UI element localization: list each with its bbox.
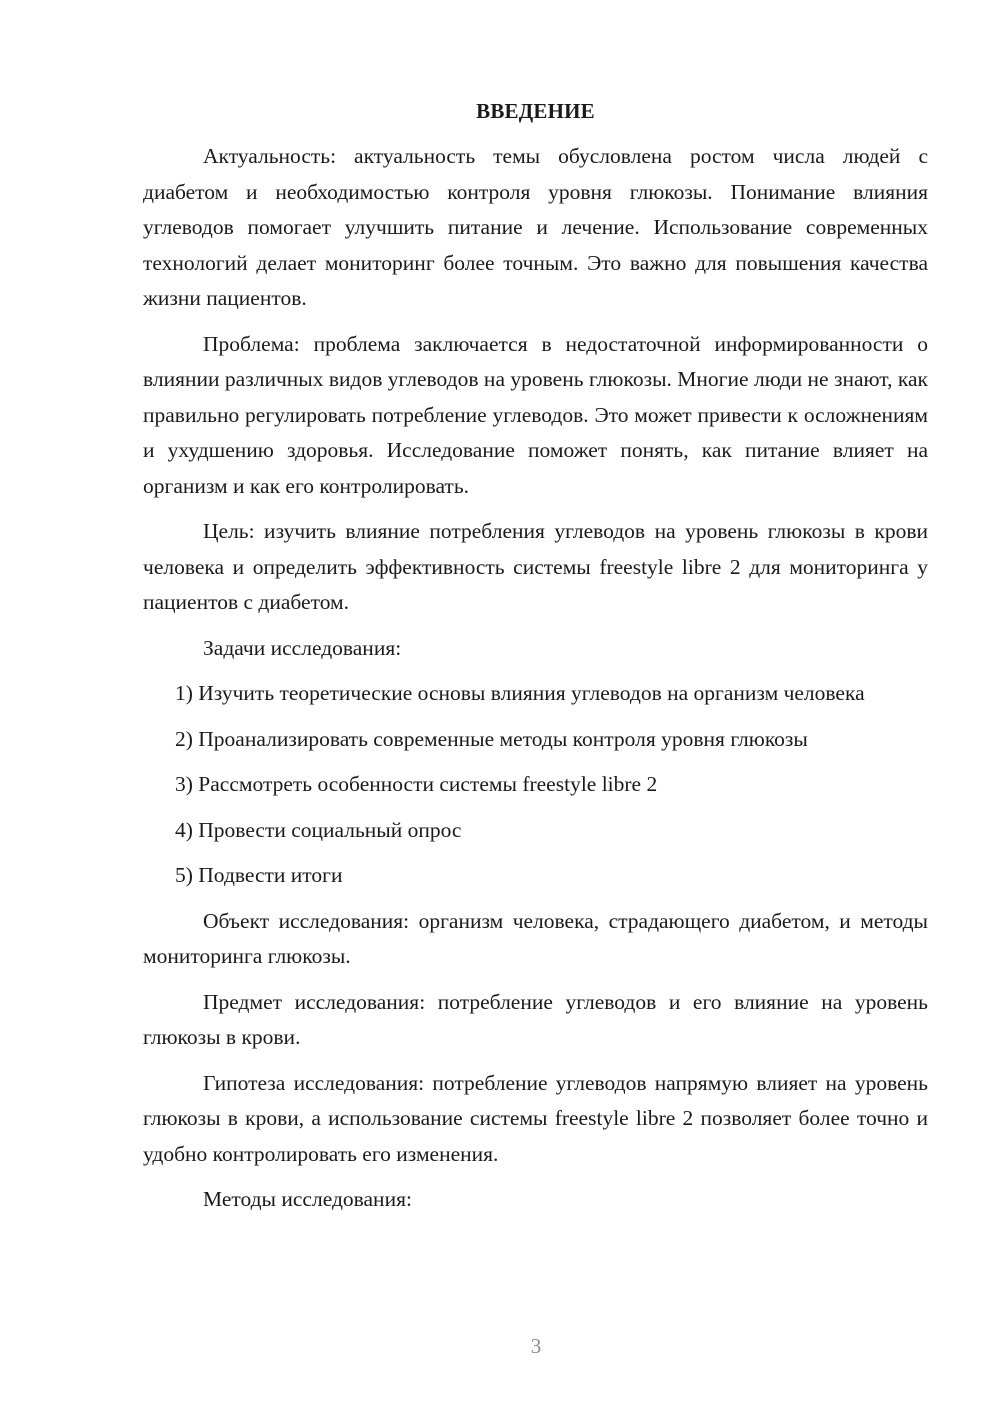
task-item-3: 3) Рассмотреть особенности системы freestyle libre 2 [175, 772, 658, 796]
paragraph-methods: Методы исследования: [203, 1187, 412, 1211]
paragraph-goal: Цель: изучить влияние потребления углеводов на уровень глюкозы в крови человека и определить эффективность системы freestyle libre 2 для мониторинга у пациентов с диабетом. [143, 519, 928, 614]
task-item-1: 1) Изучить теоретические основы влияния углеводов на организм человека [175, 681, 865, 705]
page-number: 3 [530, 1334, 542, 1358]
paragraph-problem: Проблема: проблема заключается в недостаточной информированности о влиянии различных видов углеводов на уровень глюкозы. Многие люди не знают, как правильно регулировать потребление углеводов. Это может привести к осложнениям и ухудшению здоровья. Исследование поможет понять, как питание влияет на организм и как его контролировать. [143, 331, 928, 498]
paragraph-object: Объект исследования: организм человека, страдающего диабетом, и методы мониторинга глюкозы. [143, 908, 928, 968]
task-item-2: 2) Проанализировать современные методы контроля уровня глюкозы [175, 726, 808, 751]
paragraph-hypothesis: Гипотеза исследования: потребление углеводов напрямую влияет на уровень глюкозы в крови, а использование системы freestyle libre 2 позволяет более точно и удобно контролировать его изменения. [143, 1070, 928, 1166]
page-title: ВВЕДЕНИЕ [476, 99, 595, 123]
document-page [143, 93, 928, 1218]
task-item-4: 4) Провести социальный опрос [175, 817, 462, 842]
paragraph-subject: Предмет исследования: потребление углеводов и его влияние на уровень глюкозы в крови. [143, 989, 928, 1049]
paragraph-relevance: Актуальность: актуальность темы обусловлена ростом числа людей с диабетом и необходимостью контроля уровня глюкозы. Понимание влияния углеводов помогает улучшить питание и лечение. Использование современных технологий делает мониторинг более точным. Это важно для повышения качества жизни пациентов. [143, 144, 928, 310]
task-item-5: 5) Подвести итоги [175, 863, 343, 887]
tasks-heading: Задачи исследования: [203, 635, 402, 660]
